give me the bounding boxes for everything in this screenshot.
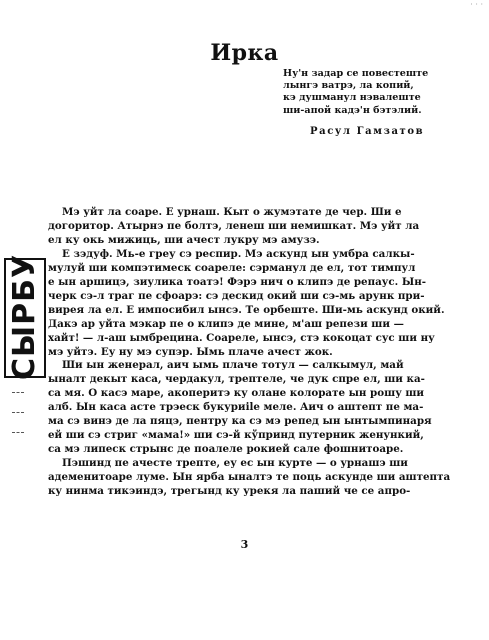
epigraph-line: Ну'н задар се повестеште <box>283 68 429 79</box>
body-line: ыналт декыт каса, чердакул, трептеле, че дук спре ел, ши ка- <box>48 373 425 386</box>
corner-mark: · · · <box>470 0 483 9</box>
body-line: Мэ уйт ла соаре. Е урнаш. Кыт о жумэтате де чер. Ши е <box>62 206 402 218</box>
margin-dash <box>12 432 24 433</box>
epigraph-line: кэ душманул нэвалеште <box>283 92 421 104</box>
library-stamp <box>4 253 46 380</box>
margin-dash <box>12 392 24 393</box>
body-line: ма сэ винэ де ла пяцэ, пентру ка сэ мэ репед ын ынтымпинаря <box>48 415 432 428</box>
body-line: ел ку окь мижиць, ши ачест лукру мэ амузэ. <box>48 233 320 246</box>
body-line: Ши ын женерал, аич ымь плаче тотул — салкымул, май <box>62 359 404 372</box>
body-line: Дакэ ар уйта мэкар пе о клипэ де мине, м'аш репези ши — <box>48 317 404 330</box>
body-line: Пэшинд пе ачесте трепте, еу ес ын курте — о урнашэ ши <box>62 457 408 470</box>
body-line: хайт! — л-аш ымбрецина. Соареле, ынсэ, стэ кокоцат сус ши ну <box>48 331 435 344</box>
page-number: 3 <box>240 538 249 551</box>
stamp-text: СЫРБУ <box>7 253 42 380</box>
body-line: алб. Ын каса асте трэеск букуриile меле. Аич о аштепт пе ма- <box>48 401 424 414</box>
body-line: са мэ липеск стрынс де поалеле рокией сале фошнитоаре. <box>48 443 404 456</box>
body-line: черк сэ-л траг пе сфоарэ: сэ дескид окий ши сэ-мь арунк при- <box>48 289 425 302</box>
epigraph-line: лынгэ ватрэ, ла копий, <box>283 80 414 92</box>
margin-dash <box>12 412 24 413</box>
body-text <box>48 206 460 499</box>
epigraph <box>283 68 483 117</box>
body-line: са мя. О касэ маре, акоперитэ ку олане колорате ын рошу ши <box>48 387 425 400</box>
body-line: ей ши сэ стриг «мама!» ши сэ-й кўпринд путерник женункий, <box>48 429 424 442</box>
body-line: мэ уйтэ. Еу ну мэ супэр. Ымь плаче ачест жок. <box>48 345 333 358</box>
epigraph-author: Расул Гамзатов <box>310 126 425 137</box>
body-line: мулуй ши компэтимеск соареле: сэрманул де ел, тот тимпул <box>48 261 416 274</box>
body-line: ку нинма тикэиндэ, трегынд ку урекя ла паший че се апро- <box>48 485 411 498</box>
epigraph-line: ши-апой кадэ'н бэтэлий. <box>283 104 422 116</box>
chapter-title: Ирка <box>210 40 279 66</box>
body-line: вирея ла ел. Е импосибил ынсэ. Те орбеште. Ши-мь аскунд окий. <box>48 303 445 316</box>
body-line: Е зэдуф. Мь-е греу сэ респир. Мэ аскунд ын умбра салкы- <box>62 247 415 260</box>
body-line: е ын аршицэ, зиулика тоатэ! Фэрэ нич о клипэ де репаус. Ын- <box>48 275 427 288</box>
body-line: адеменитоаре луме. Ын ярба ыналтэ те поць аскунде ши аштепта <box>48 471 451 484</box>
body-line: догоритор. Атырнэ пе болтэ, ленеш ши немишкат. Мэ уйт ла <box>48 219 420 232</box>
